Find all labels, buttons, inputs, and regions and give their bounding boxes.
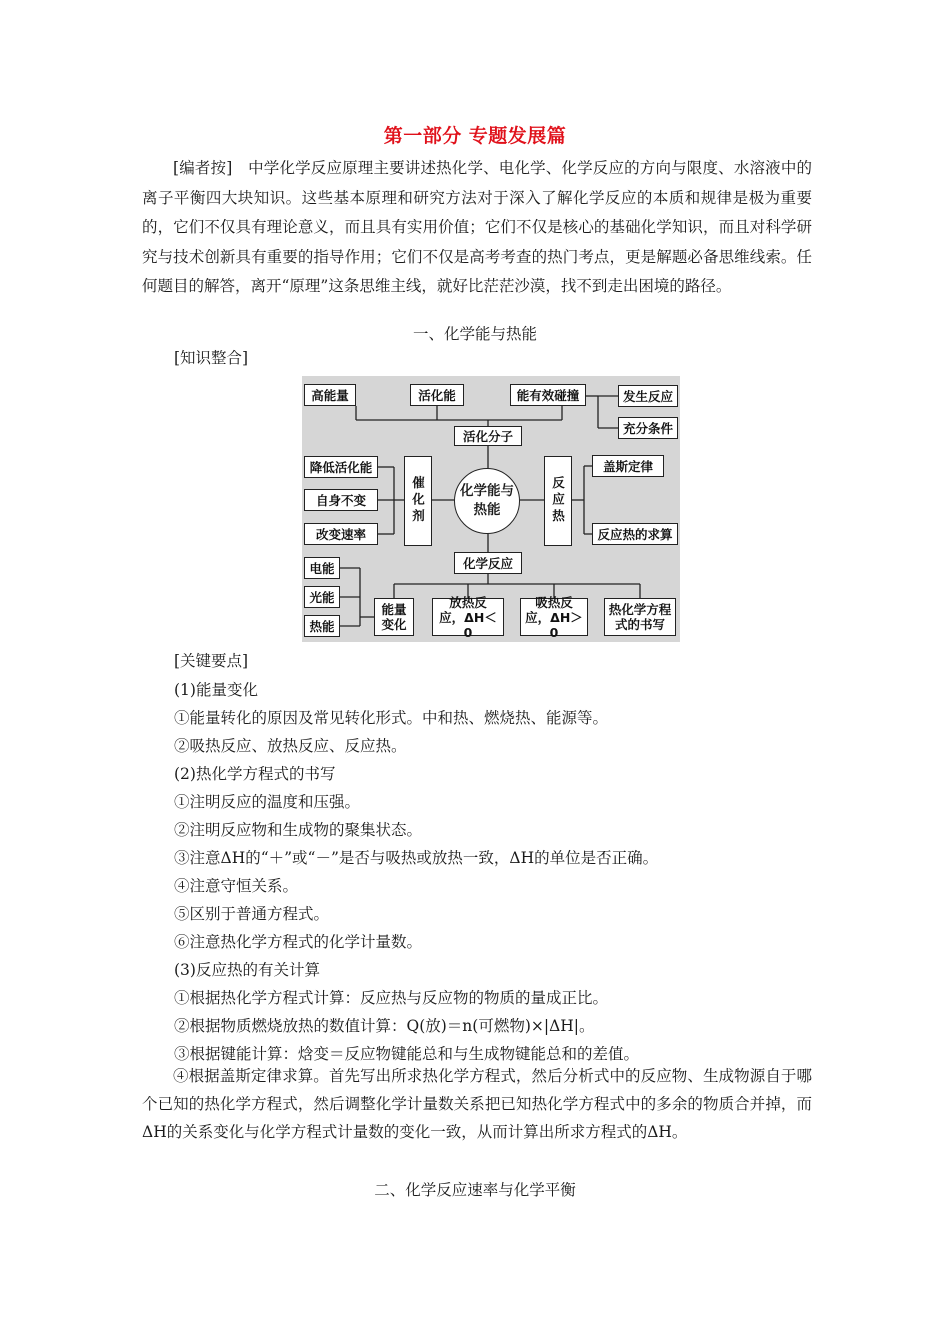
key-points-label: [关键要点] bbox=[174, 652, 249, 670]
point-3-item-2: ②根据物质燃烧放热的数值计算：Q(放)＝n(可燃物)×|ΔH|。 bbox=[174, 1017, 595, 1035]
box-hess-law: 盖斯定律 bbox=[592, 455, 664, 477]
diagram-center-label: 化学能与热能 bbox=[460, 483, 514, 518]
box-self-unchanged: 自身不变 bbox=[304, 489, 378, 511]
point-2-item-4: ④注意守恒关系。 bbox=[174, 877, 299, 895]
box-reaction-occurs: 发生反应 bbox=[618, 385, 678, 407]
section-heading-2: 二、化学反应速率与化学平衡 bbox=[374, 1181, 576, 1199]
box-endothermic: 吸热反应，ΔH＞0 bbox=[520, 598, 588, 636]
box-lower-activation: 降低活化能 bbox=[304, 456, 378, 478]
box-effective-collision: 能有效碰撞 bbox=[510, 384, 586, 406]
box-electric-energy: 电能 bbox=[304, 557, 340, 579]
section-heading-1: 一、化学能与热能 bbox=[412, 325, 537, 343]
box-sufficient-condition: 充分条件 bbox=[618, 417, 678, 439]
point-1-item-1: ①能量转化的原因及常见转化形式。中和热、燃烧热、能源等。 bbox=[174, 709, 609, 727]
point-3-item-4: ④根据盖斯定律求算。首先写出所求热化学方程式，然后分析式中的反应物、生成物源自于哪个已知的热化学方程式，然后调整化学计量数关系把已知热化学方程式中的多余的物质合并掉，而ΔH的关系变化与化学方程式计量数的变化一致，从而计算出所求方程式的ΔH。 bbox=[142, 1067, 812, 1141]
box-chemical-reaction: 化学反应 bbox=[454, 552, 522, 574]
point-2-item-3: ③注意ΔH的“＋”或“－”是否与吸热或放热一致，ΔH的单位是否正确。 bbox=[174, 849, 659, 867]
box-catalyst: 催化剂 bbox=[404, 456, 432, 546]
point-2-item-2: ②注明反应物和生成物的聚集状态。 bbox=[174, 821, 423, 839]
box-activation-energy: 活化能 bbox=[410, 384, 464, 406]
box-energy-change: 能量变化 bbox=[374, 598, 414, 636]
point-2-heading: (2)热化学方程式的书写 bbox=[174, 765, 336, 783]
knowledge-label: [知识整合] bbox=[174, 349, 249, 367]
point-1-heading: (1)能量变化 bbox=[174, 681, 258, 699]
editor-note: [编者按] 中学化学反应原理主要讲述热化学、电化学、化学反应的方向与限度、水溶液中的离子平衡四大块知识。这些基本原理和研究方法对于深入了解化学反应的本质和规律是极为重要的，它们不仅具有理论意义，而且具有实用价值；它们不仅是核心的基础化学知识，而且对科学研究与技术创新具有重要的指导作用；它们不仅是高考考查的热门考点，更是解题必备思维线索。任何题目的解答，离开“原理”这条思维主线，就好比茫茫沙漠，找不到走出困境的路径。 bbox=[142, 159, 812, 296]
box-heat-calc: 反应热的求算 bbox=[592, 523, 678, 545]
point-2-item-6: ⑥注意热化学方程式的化学计量数。 bbox=[174, 933, 423, 951]
box-thermo-equation: 热化学方程式的书写 bbox=[604, 598, 676, 636]
box-thermal-energy: 热能 bbox=[304, 615, 340, 637]
concept-diagram bbox=[302, 376, 680, 642]
box-reaction-heat: 反应热 bbox=[544, 456, 572, 546]
point-1-item-2: ②吸热反应、放热反应、反应热。 bbox=[174, 737, 407, 755]
box-light-energy: 光能 bbox=[304, 586, 340, 608]
box-exothermic: 放热反应，ΔH＜0 bbox=[432, 598, 504, 636]
point-3-item-1: ①根据热化学方程式计算：反应热与反应物的物质的量成正比。 bbox=[174, 989, 609, 1007]
box-activated-molecule: 活化分子 bbox=[454, 426, 522, 446]
point-3-item-3: ③根据键能计算：焓变＝反应物键能总和与生成物键能总和的差值。 bbox=[174, 1045, 640, 1063]
point-2-item-5: ⑤区别于普通方程式。 bbox=[174, 905, 330, 923]
box-high-energy: 高能量 bbox=[304, 384, 356, 406]
page-title: 第一部分 专题发展篇 bbox=[383, 125, 567, 147]
diagram-center bbox=[454, 468, 520, 534]
box-change-rate: 改变速率 bbox=[304, 523, 378, 545]
point-3-heading: (3)反应热的有关计算 bbox=[174, 961, 320, 979]
point-2-item-1: ①注明反应的温度和压强。 bbox=[174, 793, 361, 811]
